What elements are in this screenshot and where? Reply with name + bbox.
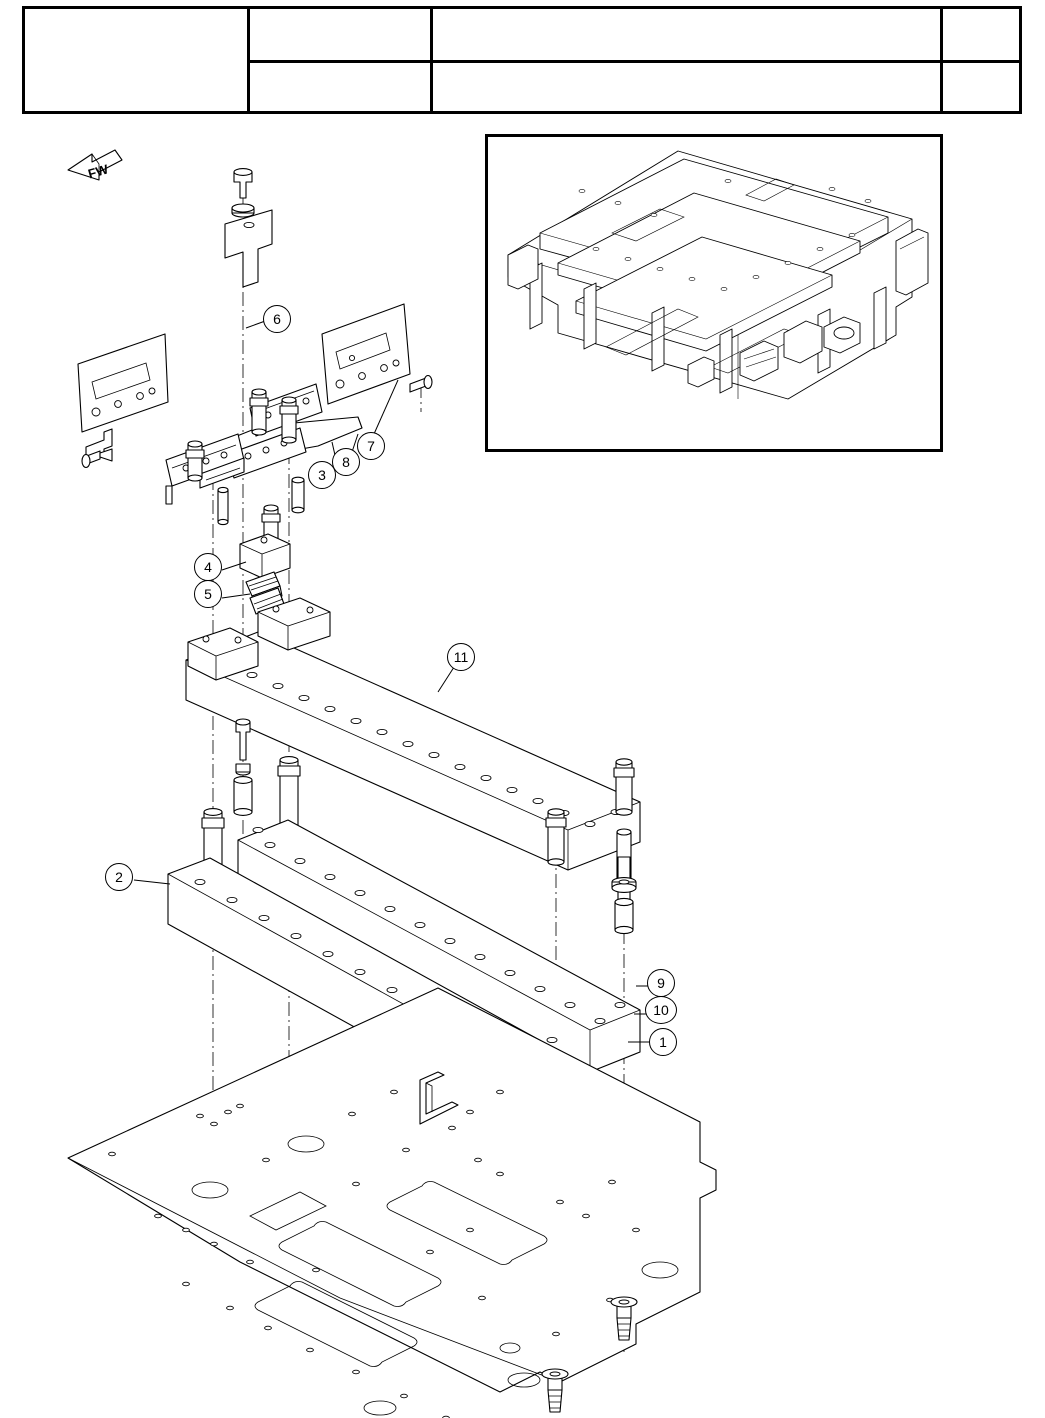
callout-label: 3 [318, 467, 326, 483]
sheet-upper-cell [940, 9, 1019, 60]
callout-10[interactable] [645, 996, 677, 1024]
callout-label: 5 [204, 586, 212, 602]
callout-label: 2 [115, 869, 123, 885]
callout-label: 7 [367, 438, 375, 454]
callout-7[interactable] [357, 432, 385, 460]
screw-top [232, 169, 254, 217]
doc-number-cell [25, 9, 247, 111]
callout-label: 9 [657, 975, 665, 991]
screw-e [614, 759, 634, 815]
screw-a [234, 719, 252, 815]
title-lower-cell [430, 60, 940, 111]
callout-label: 1 [659, 1034, 667, 1050]
callout-label: 6 [273, 311, 281, 327]
callout-6[interactable] [263, 305, 291, 333]
revision-upper-cell [247, 9, 430, 60]
sheet-lower-cell [940, 60, 1019, 111]
callout-label: 8 [342, 454, 350, 470]
angle-bracket-part [225, 210, 272, 287]
side-plate-left [78, 334, 168, 461]
bushing-1 [542, 1369, 568, 1412]
side-plate-right [322, 304, 410, 404]
callout-4[interactable] [194, 553, 222, 581]
callout-label: 4 [204, 559, 212, 575]
callout-9[interactable] [647, 969, 675, 997]
callout-5[interactable] [194, 580, 222, 608]
title-block-table [22, 6, 1022, 114]
assembly-overview-inset [485, 134, 943, 452]
revision-lower-cell [247, 60, 430, 111]
block-part [240, 534, 290, 578]
washer-part [612, 878, 636, 893]
direction-label: FW [86, 161, 110, 182]
exploded-view-drawing [0, 112, 1045, 1418]
assembly-photo-linework [488, 137, 940, 449]
callout-8[interactable] [332, 448, 360, 476]
spacer-part [615, 898, 633, 933]
callout-2[interactable] [105, 863, 133, 891]
title-upper-cell [430, 9, 940, 60]
screw-d [546, 809, 566, 865]
callout-1[interactable] [649, 1028, 677, 1056]
callout-11[interactable] [447, 643, 475, 671]
callout-label: 11 [453, 649, 469, 665]
callout-label: 10 [653, 1002, 669, 1018]
